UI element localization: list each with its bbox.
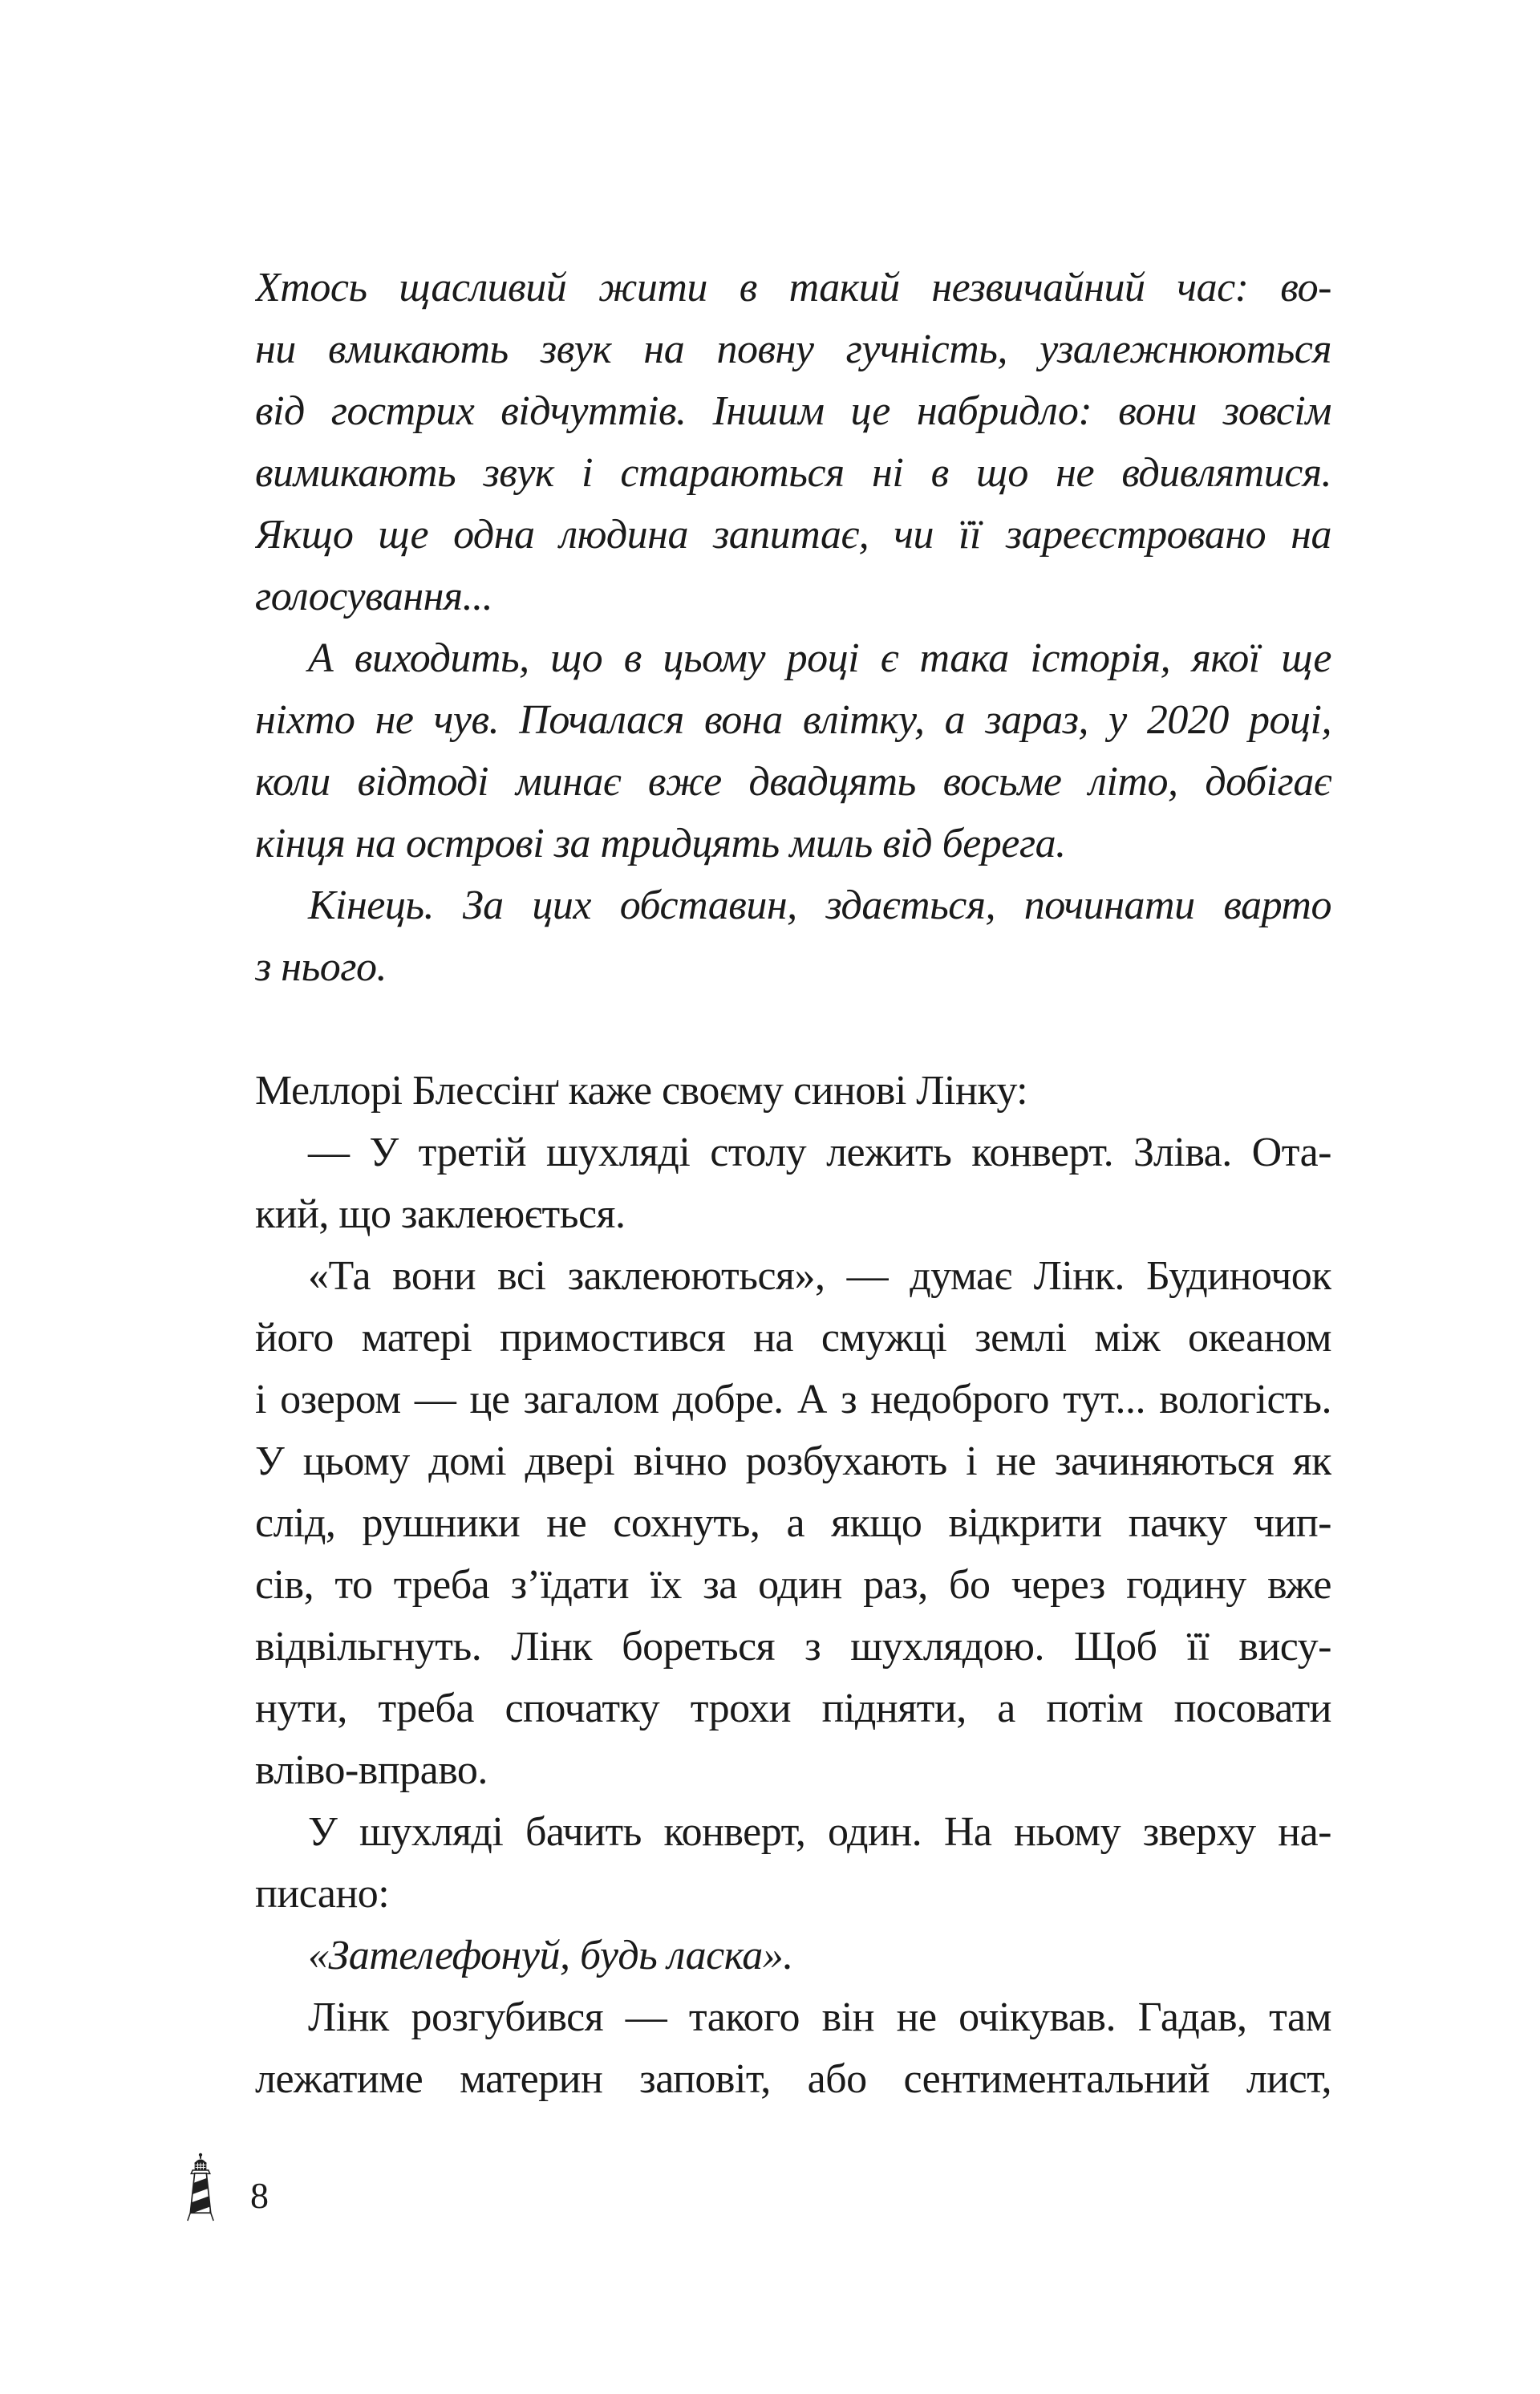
text-line: від гострих відчуттів. Іншим це набридло: вони зовсім (255, 388, 1331, 434)
text-line: вимикають звук і стараються ні в що не вдивлятися. (255, 450, 1331, 496)
text-line: Хтось щасливий жити в такий незвичайний час: во- (255, 265, 1331, 310)
text-line: лежатиме материн заповіт, або сентиментальний лист, (255, 2056, 1331, 2102)
text-line: і озером — це загалом добре. А з недоброго тут... вологість. (255, 1377, 1331, 1422)
paragraph (255, 1925, 1331, 1986)
text-line: У цьому домі двері вічно розбухають і не зачиняються як (255, 1438, 1331, 1484)
text-line: «Та вони всі заклеюються», — думає Лінк. Будиночок (308, 1253, 1331, 1299)
text-line: Лінк розгубився — такого він не очікував. Гадав, там (308, 1994, 1331, 2040)
text-line: сів, то треба з’їдати їх за один раз, бо через годину вже (255, 1562, 1331, 1608)
paragraph (255, 1122, 1331, 1245)
lighthouse-icon (184, 2152, 217, 2222)
text-line: Меллорі Блессінґ каже своєму синові Лінку: (255, 1068, 1028, 1114)
paragraph (255, 1245, 1331, 1801)
text-line: з нього. (255, 944, 387, 990)
text-line: голосування... (255, 574, 493, 619)
text-line: Якщо ще одна людина запитає, чи її зареєстровано на (255, 512, 1331, 558)
paragraph (255, 1801, 1331, 1925)
paragraph (255, 257, 1331, 627)
text-line: ніхто не чув. Почалася вона влітку, а зараз, у 2020 році, (255, 697, 1331, 743)
paragraph (255, 874, 1331, 998)
text-line: — У третій шухляді столу лежить конверт. Зліва. Ота- (308, 1130, 1331, 1175)
text-line: Кінець. За цих обставин, здається, починати варто (308, 883, 1331, 928)
paragraph (255, 1986, 1331, 2110)
text-line: відвільгнуть. Лінк бореться з шухлядою. Щоб її вису- (255, 1624, 1331, 1670)
text-line: коли відтоді минає вже двадцять восьме літо, добігає (255, 759, 1331, 805)
text-line: У шухляді бачить конверт, один. На ньому зверху на- (308, 1809, 1331, 1855)
text-line: слід, рушники не сохнуть, а якщо відкрити пачку чип- (255, 1500, 1331, 1546)
paragraph (255, 1060, 1331, 1122)
page-text (255, 257, 1331, 2110)
page-number: 8 (250, 2175, 269, 2216)
text-line: писано: (255, 1871, 390, 1917)
text-line: нути, треба спочатку трохи підняти, а потім посовати (255, 1686, 1331, 1731)
text-line: вліво-вправо. (255, 1747, 488, 1793)
paragraph (255, 627, 1331, 874)
text-line: кий, що заклеюється. (255, 1191, 626, 1237)
text-line: ни вмикають звук на повну гучність, узалежнюються (255, 327, 1331, 372)
text-line: кінця на острові за тридцять миль від берега. (255, 821, 1066, 866)
text-line: А виходить, що в цьому році є така історія, якої ще (308, 635, 1331, 681)
text-line: його матері примостився на смужці землі між океаном (255, 1315, 1331, 1361)
text-line: «Зателефонуй, будь ласка». (308, 1933, 793, 1978)
